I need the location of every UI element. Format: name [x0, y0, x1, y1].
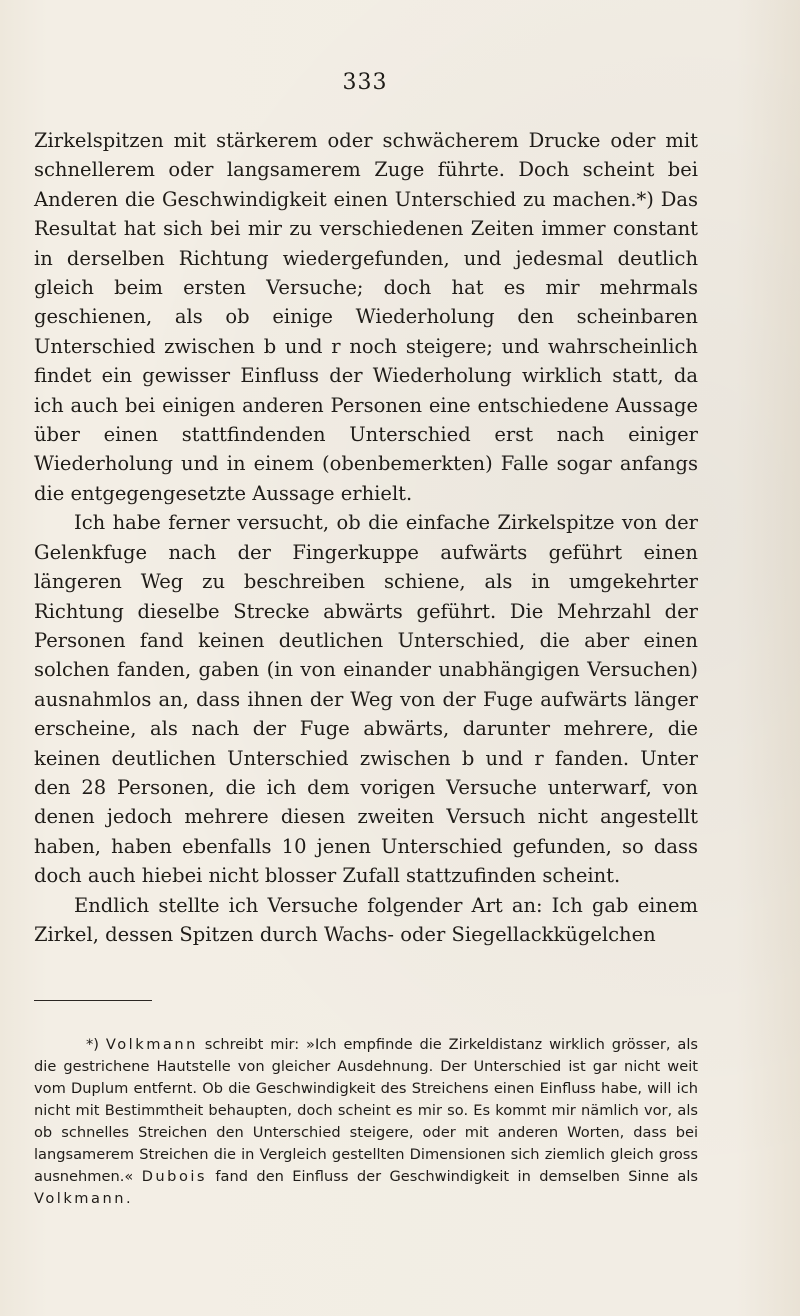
- footnote: [34, 1034, 698, 1210]
- footnote-author-dubois: Dubois: [141, 1168, 208, 1185]
- footnote-author-volkmann: Volkmann: [105, 1036, 198, 1053]
- paragraph-3: Endlich stellte ich Versuche folgender Art an: Ich gab einem Zirkel, dessen Spitzen durch Wachs- oder Siegellackkügelchen: [34, 893, 698, 946]
- footnote-end: .: [125, 1190, 131, 1207]
- paragraph-2: Ich habe ferner versucht, ob die einfache Zirkelspitze von der Gelenkfuge nach der Fingerkuppe aufwärts geführt einen längeren Weg zu beschreiben schiene, als in umgekehrter Richtung dieselbe Strecke abwärts geführt. Die Mehrzahl der Personen fand keinen deutlichen Unterschied, die aber einen solchen fanden, gaben (in von einander unabhängigen Versuchen) ausnahmlos an, dass ihnen der Weg von der Fuge aufwärts länger erscheine, als nach der Fuge abwärts, darunter mehrere, die keinen deutlichen Unterschied zwischen b und r fanden. Unter den 28 Personen, die ich dem vorigen Versuche unterwarf, von denen jedoch mehrere diesen zweiten Versuch nicht angestellt haben, haben ebenfalls 10 jenen Unterschied gefunden, so dass doch auch hiebei nicht blosser Zufall stattzufinden scheint.: [34, 511, 698, 888]
- footnote-separator: [34, 1000, 152, 1001]
- footnote-marker: *): [86, 1036, 99, 1053]
- paragraph-1: Zirkelspitzen mit stärkerem oder schwächerem Drucke oder mit schnellerem oder langsamerem Zuge führte. Doch scheint bei Anderen die Geschwindigkeit einen Unterschied zu machen.*) Das Resultat hat sich bei mir zu verschiedenen Zeiten immer constant in derselben Richtung wiedergefunden, und jedesmal deutlich gleich beim ersten Versuche; doch hat es mir mehrmals geschienen, als ob einige Wiederholung den scheinbaren Unterschied zwischen b und r noch steigere; und wahrscheinlich findet ein gewisser Einfluss der Wiederholung wirklich statt, da ich auch bei einigen anderen Personen eine entschiedene Aussage über einen stattfindenden Unterschied erst nach einiger Wiederholung und in einem (obenbemerkten) Falle sogar anfangs die entgegengesetzte Aussage erhielt.: [34, 129, 698, 505]
- footnote-author-volkmann-2: Volkmann: [34, 1190, 126, 1207]
- main-text: [34, 126, 698, 949]
- footnote-paragraph: [34, 1034, 698, 1210]
- footnote-text-part-1: schreibt mir: »Ich empfinde die Zirkeldistanz wirklich grösser, als die gestrichene Hautstelle von gleicher Ausdehnung. Der Unterschied ist gar nicht weit vom Duplum entfernt. Ob die Geschwindigkeit des Streichens einen Einfluss habe, will ich nicht mit Bestimmtheit behaupten, doch scheint es mir so. Es kommt mir nämlich vor, als ob schnelles Streichen den Unterschied steigere, oder mit anderen Worten, dass bei langsamerem Streichen die in Vergleich gestellten Dimensionen sich ziemlich gleich gross ausnehmen.«: [34, 1036, 698, 1185]
- footnote-text-part-2: fand den Einfluss der Geschwindigkeit in demselben Sinne als: [207, 1168, 698, 1185]
- page-number: 333: [342, 70, 388, 95]
